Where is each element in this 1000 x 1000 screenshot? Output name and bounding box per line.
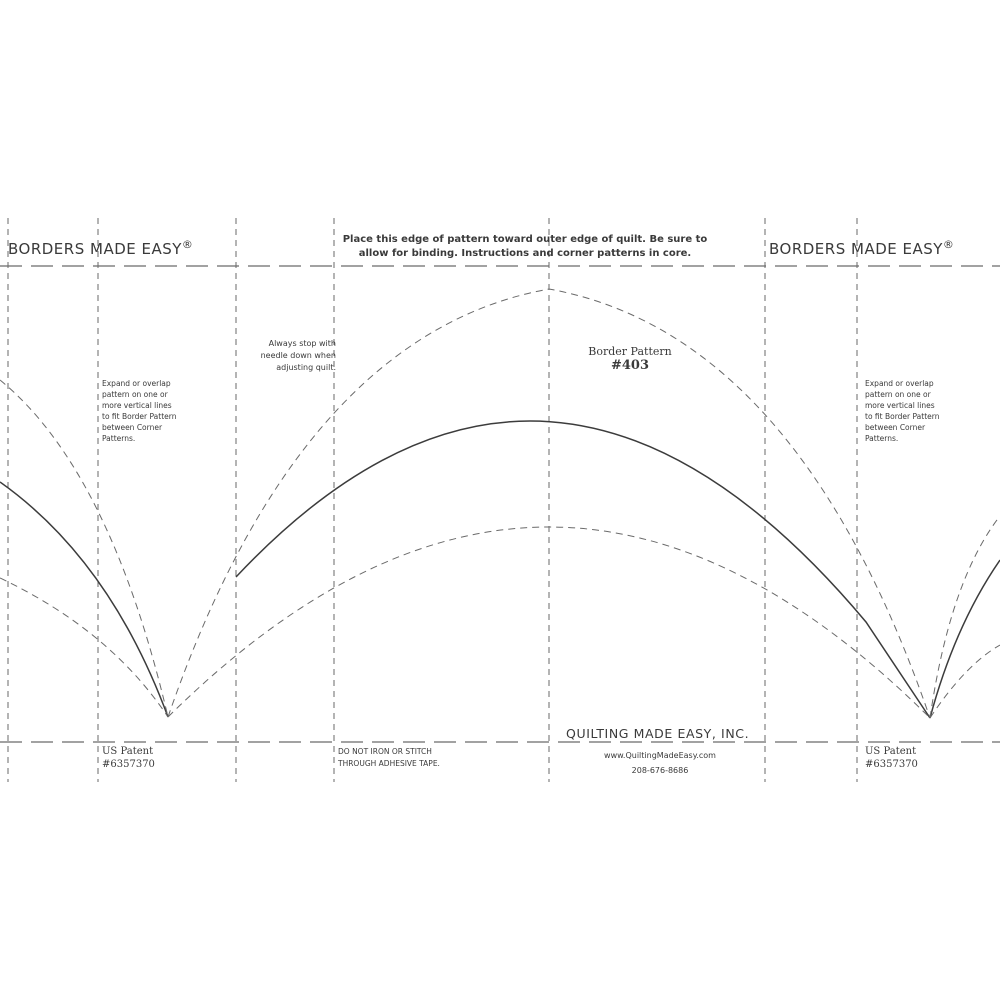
main-arc-right-tail xyxy=(930,560,1000,718)
company-website: www.QuiltingMadeEasy.com xyxy=(604,751,716,760)
company-phone: 208-676-8686 xyxy=(631,766,689,775)
patent-right xyxy=(865,745,918,771)
note-line: between Corner xyxy=(865,423,926,432)
brand-title-left xyxy=(8,238,193,258)
note-line: more vertical lines xyxy=(102,401,172,410)
note-line: adjusting quilt. xyxy=(276,363,336,372)
note-line: Patterns. xyxy=(865,434,899,443)
patent-left xyxy=(102,745,155,771)
pattern-title: Border Pattern xyxy=(588,345,672,358)
needle-stop-note xyxy=(238,338,336,374)
warning-line: DO NOT IRON OR STITCH xyxy=(338,747,432,756)
outer-dashed-arc-right-tail xyxy=(930,516,1000,718)
patent-line: #6357370 xyxy=(102,759,155,770)
placement-instructions xyxy=(330,233,720,261)
note-line: Patterns. xyxy=(102,434,136,443)
warning-line: THROUGH ADHESIVE TAPE. xyxy=(338,759,440,768)
note-line: pattern on one or xyxy=(102,390,168,399)
note-line: Always stop with xyxy=(268,339,336,348)
brand-text: BORDERS MADE EASY xyxy=(769,240,943,258)
note-line: between Corner xyxy=(102,423,163,432)
note-line: needle down when xyxy=(260,351,336,360)
pattern-number: #403 xyxy=(610,358,650,373)
expand-note-left xyxy=(102,378,222,444)
brand-title-right xyxy=(769,238,954,258)
adhesive-warning xyxy=(338,746,440,770)
main-arc xyxy=(236,421,930,718)
note-line: Expand or overlap xyxy=(102,379,171,388)
registered-mark: ® xyxy=(181,238,194,251)
patent-line: US Patent xyxy=(102,746,154,757)
note-line: pattern on one or xyxy=(865,390,931,399)
brand-text: BORDERS MADE EASY xyxy=(8,240,182,258)
placement-line-2: allow for binding. Instructions and corner patterns in core. xyxy=(358,248,692,259)
placement-line-1: Place this edge of pattern toward outer edge of quilt. Be sure to xyxy=(342,234,708,245)
inner-dashed-arc xyxy=(168,527,930,718)
registered-mark: ® xyxy=(942,238,955,251)
expand-note-right xyxy=(865,378,985,444)
note-line: to fit Border Pattern xyxy=(865,412,940,421)
note-line: to fit Border Pattern xyxy=(102,412,177,421)
company-name: QUILTING MADE EASY, INC. xyxy=(566,726,750,741)
patent-line: US Patent xyxy=(865,746,917,757)
patent-line: #6357370 xyxy=(865,759,918,770)
pattern-label xyxy=(570,345,690,373)
note-line: more vertical lines xyxy=(865,401,935,410)
main-arc-left-tail xyxy=(0,482,168,717)
note-line: Expand or overlap xyxy=(865,379,934,388)
inner-dashed-arc-left-tail xyxy=(0,578,168,717)
